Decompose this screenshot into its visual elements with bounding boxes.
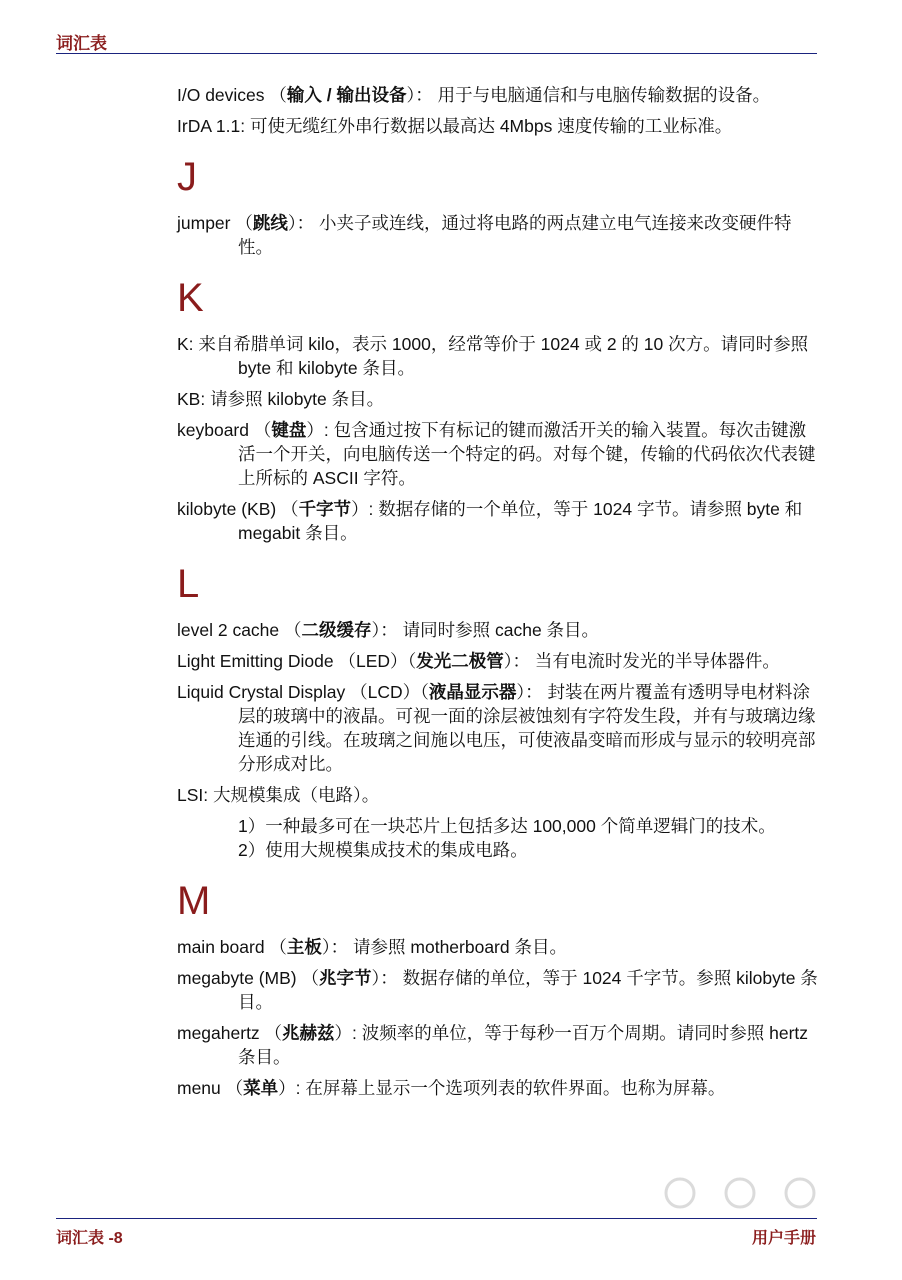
entry-definition: ）: 波频率的单位，等于每秒一百万个周期。请同时参照 hertz 条目。	[238, 1023, 809, 1067]
footer-manual-label: 用户手册	[751, 1230, 816, 1247]
entry-chinese-term: 主板	[286, 937, 322, 957]
entry-term: Liquid Crystal Display （LCD）（	[177, 682, 429, 702]
entry-definition: ）： 用于与电脑通信和与电脑传输数据的设备。	[406, 85, 771, 105]
glossary-entry	[177, 618, 819, 642]
entry-term: Light Emitting Diode （LED）（	[177, 651, 417, 671]
entry-term: level 2 cache （	[177, 620, 302, 640]
entry-definition: ）： 封装在两片覆盖有透明导电材料涂层的玻璃中的液晶。可视一面的涂层被蚀刻有字符发生段，并有与玻璃边缘连通的引线。在玻璃之间施以电压，可使液晶变暗而形成与显示的较明亮部分形成对比。	[238, 682, 816, 774]
entry-definition: ）： 小夹子或连线，通过将电路的两点建立电气连接来改变硬件特性。	[238, 213, 792, 257]
entry-chinese-term: 二级缓存	[301, 620, 372, 640]
entry-term: jumper （	[177, 213, 253, 233]
entry-chinese-term: 跳线	[252, 213, 288, 233]
glossary-entry	[177, 114, 819, 138]
entry-chinese-term: 菜单	[243, 1078, 279, 1098]
entry-definition: 来自希腊单词 kilo，表示 1000，经常等价于 1024 或 2 的 10 次方。请同时参照 byte 和 kilobyte 条目。	[198, 334, 809, 378]
page-header-title: 词汇表	[56, 34, 107, 53]
entry-term: LSI:	[177, 785, 213, 805]
header-rule	[56, 53, 817, 54]
entry-chinese-term: 兆字节	[318, 968, 372, 988]
entry-chinese-term: 输入 / 输出设备	[286, 85, 407, 105]
entry-chinese-term: 发光二极管	[416, 651, 504, 671]
entry-chinese-term: 液晶显示器	[428, 682, 517, 702]
entry-term: IrDA 1.1:	[177, 116, 250, 136]
glossary-entry	[177, 680, 819, 776]
entry-definition: ）： 请同时参照 cache 条目。	[371, 620, 600, 640]
entry-sub-item: 2）使用大规模集成技术的集成电路。	[238, 840, 528, 860]
entry-definition: ）: 包含通过按下有标记的键而激活开关的输入装置。每次击键激活一个开关，向电脑传送一个特定的码。对每个键，传输的代码依次代表键上所标的 ASCII 字符。	[238, 420, 816, 488]
glossary-entry	[177, 83, 819, 107]
glossary-entry	[177, 783, 819, 807]
entry-definition: ）： 数据存储的单位，等于 1024 千字节。参照 kilobyte 条目。	[238, 968, 818, 1012]
entry-chinese-term: 千字节	[298, 499, 352, 519]
glossary-entry	[177, 1021, 819, 1069]
section-letter: L	[177, 562, 200, 606]
entry-term: kilobyte (KB) （	[177, 499, 299, 519]
watermark-logo	[640, 1165, 860, 1245]
glossary-entry	[177, 332, 819, 380]
entry-definition: 大规模集成（电路）。	[213, 785, 380, 805]
entry-term: I/O devices （	[177, 85, 287, 105]
glossary-entry	[177, 935, 819, 959]
glossary-entry	[177, 418, 819, 490]
entry-sub-item: 1）一种最多可在一块芯片上包括多达 100,000 个简单逻辑门的技术。	[238, 816, 776, 836]
entry-definition: ）： 请参照 motherboard 条目。	[321, 937, 567, 957]
entry-term: main board （	[177, 937, 287, 957]
glossary-entry	[177, 966, 819, 1014]
section-letter: K	[177, 276, 204, 320]
glossary-content	[177, 83, 819, 1107]
entry-term: megabyte (MB) （	[177, 968, 319, 988]
section-letter: J	[177, 155, 197, 199]
entry-chinese-term: 键盘	[271, 420, 307, 440]
entry-definition: 请参照 kilobyte 条目。	[210, 389, 385, 409]
glossary-entry	[177, 649, 819, 673]
section-letter: M	[177, 879, 211, 923]
entry-definition: 可使无缆红外串行数据以最高达 4Mbps 速度传输的工业标准。	[249, 116, 733, 136]
footer-page-label: 词汇表 -8	[56, 1230, 123, 1247]
entry-term: megahertz （	[177, 1023, 283, 1043]
entry-term: keyboard （	[177, 420, 272, 440]
glossary-entry	[177, 211, 819, 259]
glossary-entry	[177, 387, 819, 411]
glossary-entry	[177, 1076, 819, 1100]
glossary-entry	[177, 497, 819, 545]
entry-definition: ）： 当有电流时发光的半导体器件。	[503, 651, 780, 671]
entry-term: KB:	[177, 389, 211, 409]
entry-term: K:	[177, 334, 199, 354]
entry-chinese-term: 兆赫兹	[282, 1023, 335, 1043]
entry-term: menu （	[177, 1078, 244, 1098]
entry-definition: ）: 数据存储的一个单位，等于 1024 字节。请参照 byte 和 megabit 条目。	[238, 499, 803, 543]
entry-definition: ）: 在屏幕上显示一个选项列表的软件界面。也称为屏幕。	[278, 1078, 726, 1098]
